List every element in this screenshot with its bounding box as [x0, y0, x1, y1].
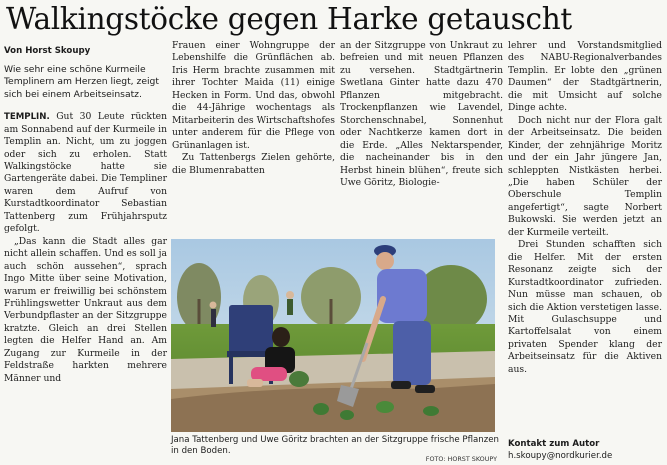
intro-teaser: Wie sehr eine schöne Kurmeile Templinern am Herzen liegt, zeigt sich bei einem Arbeitseinsatz. — [4, 64, 159, 100]
body-paragraph: „Das kann die Stadt alles gar nicht allein schaffen. Und es soll ja auch schön aussehen“, sprach Ingo Mitte über seine Motivation, warum er freiwillig bei schönstem Frühlingswetter Unkraut aus dem Verbundpflaster an der Sitzgruppe kratzte. Gleich an drei Stellen legten die Helfer Hand an. Am Zugang zur Kurmeile in der Feldstraße harkten mehrere Männer und — [4, 235, 167, 384]
photo-credit: FOTO: HORST SKOUPY — [425, 455, 497, 463]
dateline-place: TEMPLIN. — [4, 112, 50, 123]
body-paragraph — [4, 111, 167, 236]
body-paragraph: lehrer und Vorstandsmitglied des NABU-Regionalverbandes Templin. Er lobte den „grünen Daumen“ der Stadtgärtnerin, die mit Umsicht auf solche Dinge achte. — [508, 40, 662, 114]
body-paragraph: an der Sitzgruppe von Unkraut zu befreien und mit neuen Pflanzen zu versehen. Stadtgärtnerin Swetlana Ginter hatte dazu 470 Pflanzen mitgebracht. Trockenpflanzen wie Lavendel, Storchenschnabel, Sonnenhut oder Nachtkerze kamen dort in die Erde. „Alles Nektarspender, die nacheinander bis in den Herbst hinein blühen“, freute sich Uwe Göritz, Biologie- — [340, 40, 503, 188]
news-photo — [171, 239, 495, 432]
headline: Walkingstöcke gegen Harke getauscht — [6, 2, 572, 36]
column-3 — [340, 40, 503, 189]
author-line: Von Horst Skoupy — [4, 46, 91, 56]
body-paragraph: Doch nicht nur der Flora galt der Arbeitseinsatz. Die beiden Kinder, der zehnjährige Moritz und der ein Jahr jüngere Jan, schleppten Nistkästen herbei. „Die haben Schüler der Oberschule Templin angefertigt“, sagte Norbert Bukowski. Sie werden jetzt an der Kurmeile verteilt. — [508, 114, 662, 238]
body-paragraph: Frauen einer Wohngruppe der Lebenshilfe die Grünflächen ab. Iris Herm brachte zusammen mit ihrer Tochter Maida (11) einige Hecken in Form. Und das, obwohl die 44-Jährige wochentags als Mitarbeiterin des Wirtschaftshofes unter anderem für die Pflege von Grünanlagen ist. — [172, 40, 335, 151]
photo-illustration — [171, 239, 495, 432]
column-1 — [4, 40, 167, 385]
body-paragraph: Zu Tattenbergs Zielen gehörte, die Blumenrabatten — [172, 152, 335, 176]
contact-heading: Kontakt zum Autor — [508, 439, 600, 449]
body-paragraph: Drei Stunden schafften sich die Helfer. Mit der ersten Resonanz zeigte sich der Kurstadtkoordinator zufrieden. Nun müsse man schauen, ob sich die Aktion verstetigen lasse. Mit Gulaschsuppe und Kartoffelsalat von einem privaten Spender klang der Arbeitseinsatz für die Aktiven aus. — [508, 239, 662, 375]
body-text: Gut 30 Leute rückten am Sonnabend auf der Kurmeile in Templin an. Nicht, um zu joggen oder sich zu erholen. Statt Walkingstöcke hatte sie Gartengeräte dabei. Die Templiner waren dem Aufruf von Kurstadtkoordinator Sebastian Tattenberg zum Frühjahrsputz gefolgt. — [4, 111, 167, 235]
author-email-link[interactable]: h.skoupy@nordkurier.de — [508, 451, 613, 461]
photo-caption: Jana Tattenberg und Uwe Göritz brachten an der Sitzgruppe frische Pflanzen in den Boden. — [171, 435, 499, 456]
column-4 — [508, 40, 662, 376]
column-2 — [172, 40, 335, 177]
